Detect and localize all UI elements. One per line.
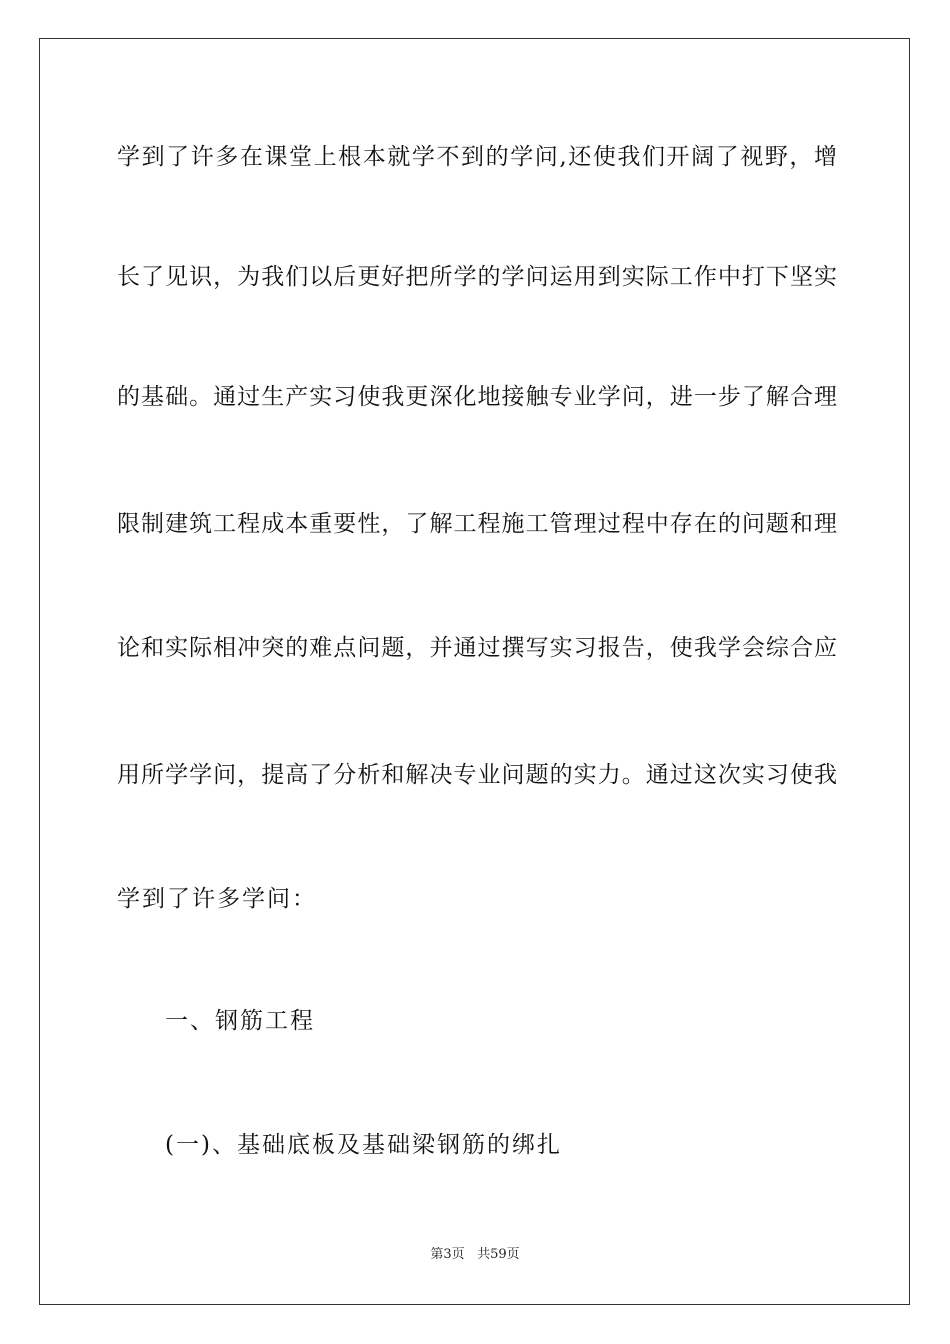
- total-pages: 共59页: [477, 1247, 520, 1262]
- body-line-5: 论和实际相冲突的难点问题，并通过撰写实习报告，使我学会综合应: [117, 635, 837, 661]
- page-footer: [0, 1246, 950, 1264]
- body-line-4: 限制建筑工程成本重要性，了解工程施工管理过程中存在的问题和理: [117, 511, 837, 537]
- page-number: 第3页: [430, 1247, 465, 1262]
- body-line-6: 用所学学问，提高了分析和解决专业问题的实力。通过这次实习使我: [117, 762, 837, 788]
- body-line-3: 的基础。通过生产实习使我更深化地接触专业学问，进一步了解合理: [117, 384, 837, 410]
- page-border: [39, 38, 910, 1305]
- subsection-heading: (一)、基础底板及基础梁钢筋的绑扎: [165, 1132, 562, 1158]
- body-line-7: 学到了许多学问：: [117, 886, 317, 912]
- section-heading: 一、钢筋工程: [165, 1008, 315, 1034]
- body-line-2: 长了见识，为我们以后更好把所学的学问运用到实际工作中打下坚实: [117, 264, 837, 290]
- body-line-1: 学到了许多在课堂上根本就学不到的学问,还使我们开阔了视野，增: [117, 144, 837, 170]
